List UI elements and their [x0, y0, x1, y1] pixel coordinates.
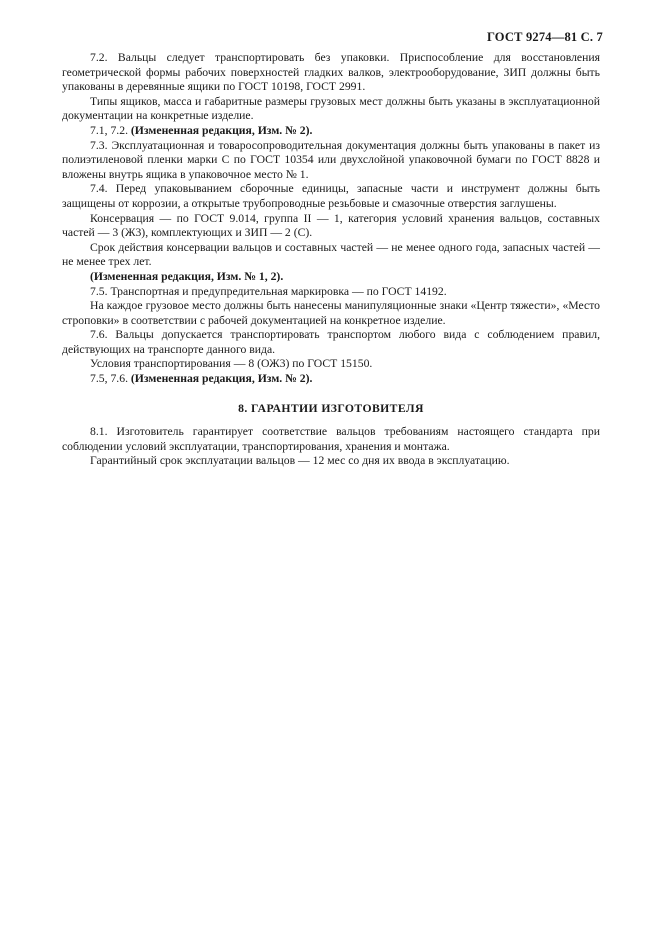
paragraph-7-3: 7.3. Эксплуатационная и товаросопроводительная документация должны быть упакованы в пакет из полиэтиленовой пленки марки С по ГОСТ 10354 или двухслойной упаковочной бумаги по ГОСТ 8828 и вложены внутрь ящика в упаковочное место № 1. — [62, 138, 600, 181]
paragraph-8-1: 8.1. Изготовитель гарантирует соответствие вальцов требованиям настоящего стандарта при соблюдении условий эксплуатации, транспортирования, хранения и монтажа. — [62, 425, 600, 453]
paragraph-7-2: 7.2. Вальцы следует транспортировать без упаковки. Приспособление для восстановления геометрической формы рабочих поверхностей гладких валков, электрооборудование, ЗИП должны быть упакованы в деревянные ящики по ГОСТ 10198, ГОСТ 2991. — [62, 51, 600, 94]
paragraph-7-6: 7.6. Вальцы допускается транспортировать транспортом любого вида с соблюдением правил, действующих на транспорте данного вида. — [62, 328, 600, 356]
section-8-title: 8. ГАРАНТИИ ИЗГОТОВИТЕЛЯ — [238, 401, 424, 415]
paragraph-7-4: 7.4. Перед упаковыванием сборочные единицы, запасные части и инструмент должны быть защищены от коррозии, а открытые трубопроводные резьбовые и смазочные отверстия заглушены. — [62, 182, 600, 210]
paragraph-7-5: 7.5. Транспортная и предупредительная маркировка — по ГОСТ 14192. — [90, 284, 447, 298]
paragraph-transport-conditions: Условия транспортирования — 8 (ОЖ3) по ГОСТ 15150. — [90, 357, 373, 371]
paragraph-warranty-period: Гарантийный срок эксплуатации вальцов — 12 мес со дня их ввода в эксплуатацию. — [90, 454, 510, 468]
amendment-text: (Измененная редакция, Изм. № 1, 2). — [90, 269, 284, 283]
page-header: ГОСТ 9274—81 С. 7 — [486, 30, 603, 44]
paragraph-conservation: Консервация — по ГОСТ 9.014, группа II — 1, категория условий хранения вальцов, составных частей — 3 (Ж3), комплектующих и ЗИП — 2 (С). — [62, 211, 600, 240]
amendment-note-7-1-7-2 — [62, 124, 600, 139]
paragraph-box-types: Типы ящиков, масса и габаритные размеры грузовых мест должны быть указаны в эксплуатационной документации на конкретные изделие. — [62, 94, 600, 123]
amendment-prefix: 7.1, 7.2. — [90, 123, 131, 137]
amendment-note-1-2 — [62, 270, 600, 285]
paragraph-conservation-term: Срок действия консервации вальцов и составных частей — не менее одного года, запасных частей — не менее трех лет. — [62, 240, 600, 269]
amendment-prefix: 7.5, 7.6. — [90, 372, 131, 386]
amendment-text: (Измененная редакция, Изм. № 2). — [130, 372, 313, 386]
amendment-note-7-5-7-6 — [62, 372, 600, 387]
document-body — [62, 51, 600, 469]
paragraph-handling-marks: На каждое грузовое место должны быть нанесены манипуляционные знаки «Центр тяжести», «Место строповки» в соответствии с рабочей документацией на конкретное изделие. — [62, 299, 600, 327]
amendment-text: (Измененная редакция, Изм. № 2). — [130, 123, 313, 137]
